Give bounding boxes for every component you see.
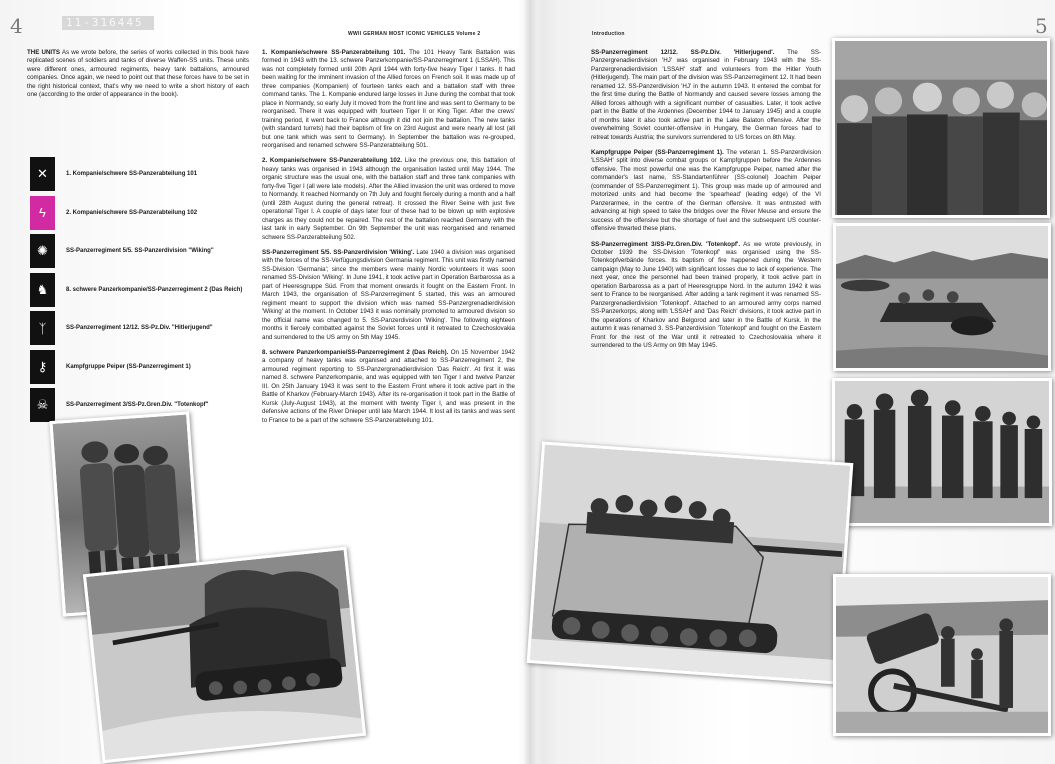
marching-soldiers-photo-icon — [832, 378, 1052, 526]
artillery-crew-photo-icon — [833, 574, 1051, 736]
unit-label: Kampfgruppe Peiper (SS-Panzerregiment 1) — [66, 363, 191, 370]
paragraph-heading: SS-Panzerregiment 5/5. SS-Panzerdivision 'Wiking'. — [262, 248, 415, 256]
paragraph-text: The SS-Panzergrenadierdivision 'HJ' was organised in February 1943 with the SS-Panzergrenadierdivision 'LSSAH' staff and volunteers from the Hitler Youth (Hitlerjugend). The main part of the division was SS-Panzerregiment 12. It had been renamed 12. SS-Panzerdivision 'HJ' in the autumn 1943. It entered the combat for the first time during the Battle of Normandy and caused severe losses among the Allied forces although with a significant number of casualties. Later, it took active part in the Battle of the Ardennes (December 1944 to January 1945) and a couple of months later it also took active part in the Lake Balaton offensive. After the overwhelming Soviet counter-offensive in Hungary, the German forces had to retreat towards Austria; the survivors surrendered to US forces on 8th May. — [591, 49, 822, 141]
paragraph-heading: SS-Panzerregiment 12/12. SS-Pz.Div. 'Hitlerjugend'. — [591, 49, 775, 56]
lightning-emblem-icon: ϟ — [30, 196, 55, 230]
stencil-marking: 11-316445 — [62, 16, 154, 30]
paragraph-text: On 15 November 1942 a company of heavy tanks was organised and attached to SS-Panzerregiment 2, the armoured regiment reporting to SS-Panzergrenadierdivision 'Das Reich'. At first it was named 8. schwere Panzerkompanie, and was equipped with ten Tiger I and twelve Panzer III. On 25th January 1943 it was sent to the Eastern Front where it took active part in the Battle of Kharkov (February-March 1943). After its re-organisation it took part in the Battle of Kursk (July-August 1943), at the moment with twenty Tiger I, and was present in the defensive actions of the River Dnieper until late March 1944. It lost all its tanks and was sent to France to be a part of the schwere SS-Panzerabteilung 101. — [262, 348, 515, 424]
unit-row — [30, 271, 248, 309]
unit-row — [30, 309, 248, 347]
paragraph-das-reich — [262, 349, 515, 425]
paragraph-text: The 101 Heavy Tank Battalion was formed in 1943 with the 13. schwere Panzerkompanie/SS-Panzerregiment 1 (LSSAH). This was not completely formed until 20th April 1944 with forty-five heavy Tiger I tanks. It had been waiting for the imminent invasion of the Allied forces on French soil. It was made up of three companies (Kompanien) of fourteen tanks each and a battalion staff with three command tanks. The 1. Kompanie endured large losses in June during the combat that took place in Normandy, so early July it moved from the front line and was sent to Germany to be reorganised. There it was equipped with fourteen Tiger II or King Tiger. After the crews' training period, it went back to France although it did not join the battalion. The new tanks (with standard turrets) had their baptism of fire on 23rd August and were nearly all lost (all but one tank which was sent to Germany). In September the battalion was re-grouped, reorganised and renamed schwere SS-Panzerabteilung 501. — [262, 49, 515, 149]
paragraph-peiper — [591, 149, 821, 234]
left-running-head: WWII GERMAN MOST ICONIC VEHICLES Volume 2 — [348, 31, 481, 37]
unit-row — [30, 194, 248, 232]
sun-wheel-emblem-icon: ✺ — [30, 234, 55, 268]
unit-label: 2. Kompanie/schwere SS-Panzerabteilung 102 — [66, 209, 198, 216]
soldiers-group-photo-icon — [832, 38, 1050, 218]
crossed-keys-emblem-icon: ✕ — [30, 157, 55, 191]
horse-emblem-icon: ♞ — [30, 273, 55, 307]
paragraph-heading: Kampfgruppe Peiper (SS-Panzerregiment 1). — [591, 148, 724, 156]
unit-label: SS-Panzerregiment 12/12. SS-Pz.Div. "Hitlerjugend" — [66, 325, 213, 331]
camouflaged-tank-photo-icon — [83, 547, 366, 764]
paragraph-text: The veteran 1. SS-Panzerdivision 'LSSAH' split into diverse combat groups or Kampfgruppen before the Ardennes offensive. The most powerful one was the Kampfgruppe Peiper, named after the commander's last name, SS-Standartenführer (SS-colonel) Joachim Peiper (commander of SS-Panzerregiment 1). This group was made up of armoured and motorized units and had become the 'spearhead' (leading edge) of the VI Panzerarmee, in the centre of the German offensive. It was entrusted with advancing at high speed to take the bridges over the River Meuse and ensure the success of the offensive but the shortage of fuel and the subsequent US counter-offensive thwarted these plans. — [591, 148, 821, 233]
paragraph-heading: 2. Kompanie/schwere SS-Panzerabteilung 102. — [262, 157, 403, 165]
units-list — [30, 155, 248, 425]
right-page-number: 5 — [1035, 14, 1048, 38]
river-crossing-photo-icon — [833, 223, 1051, 371]
unit-row — [30, 232, 248, 270]
unit-label: SS-Panzerregiment 5/5. SS-Panzerdivision "Wiking" — [66, 248, 214, 254]
unit-label: 1. Kompanie/schwere SS-Panzerabteilung 101 — [66, 171, 198, 177]
right-running-head: Introduction — [592, 31, 625, 37]
unit-label: SS-Panzerregiment 3/SS-Pz.Gren.Div. "Totenkopf" — [66, 402, 209, 408]
paragraph-text: Late 1940 a division was organised with the forces of the SS-Verfügungsdivision Germania regiment. This unit was firstly named SS-Division 'Germania'; since the members were mainly Nordic volunteers it was soon renamed SS-Division 'Wiking'. In June 1941, it took active part in Operation Barbarossa as a part of Heeresgruppe Süd. From that moment onwards it fought on the Eastern Front. In March 1943, the organisation of SS-Panzerregiment 5 started, this was an armoured regiment meant to support the division which was named SS-Panzergrenadierdivision 'Wiking' at the moment. In October 1943 it was nominally promoted to armoured division so the official name was changed to 5. SS-Panzerdivision 'Wiking'. The following eighteen months it fiercely combatted against the Soviet forces until it retreated to Czechoslovakia and surrendered to the US army on 5th May 1945. — [262, 248, 515, 341]
paragraph-hitlerjugend — [591, 49, 821, 142]
paragraph-text: As we wrote previously, in October 1939 the SS-Division 'Totenkopf' was organised using the SS-Totenkopfverbände forces. Its baptism of fire happened during the Western campaign (May to June 1940) with significant losses due to lack of experience. The next year, once the personnel had been trained properly, it took active part in operation Barbarossa as a part of Heeresgruppe Nord. In the autumn 1942 it was sent to France to be reorganised. After adding a tank regiment it was renamed SS-Panzergrenadierdivision 'Totenkopf'. Attached to an armoured army corps named SS-Panzerkorps, along with 'LSSAH' and 'Das Reich' divisions, it took active part in the operations of Kharkov and Belgorod and later in the Battle of Kursk. In the autumn it was renamed 3. SS-Panzerdivision 'Totenkopf' and fought on the Eastern Front for the rest of the War until it retreated to Czechoslovakia where it surrendered to the US Army on 9th May 1945. — [591, 240, 821, 349]
intro-paragraph — [27, 49, 249, 107]
left-text-column — [262, 49, 515, 432]
paragraph-101 — [262, 49, 515, 150]
left-page-number: 4 — [10, 14, 23, 38]
intro-heading: THE UNITS — [27, 49, 61, 56]
key-rune-emblem-icon: ᛉ — [30, 311, 55, 345]
paragraph-heading: 8. schwere Panzerkompanie/SS-Panzerregiment 2 (Das Reich). — [262, 348, 449, 356]
intro-text: As we wrote before, the series of works collected in this book have replicated scenes of soldiers and tanks of diverse Waffen-SS units. These units were different ones, armoured regiments, heavy tank battalions, armoured companies. Once again, we need to point out that these forces have to be set in the right historical context, that's why we need to write a short history of each one (according to the order of appearance in the book). — [27, 49, 249, 99]
paragraph-totenkopf — [591, 241, 821, 351]
paragraph-heading: SS-Panzerregiment 3/SS-Pz.Gren.Div. 'Totenkopf'. — [591, 240, 741, 248]
paragraph-heading: 1. Kompanie/schwere SS-Panzerabteilung 101. — [262, 49, 406, 56]
paragraph-wiking — [262, 249, 515, 342]
unit-label: 8. schwere Panzerkompanie/SS-Panzerregiment 2 (Das Reich) — [66, 286, 243, 293]
unit-row — [30, 155, 248, 193]
key-emblem-icon: ⚷ — [30, 350, 55, 384]
right-text-column — [591, 49, 821, 357]
unit-row — [30, 348, 248, 386]
skull-emblem-icon: ☠ — [30, 388, 55, 422]
paragraph-text: Like the previous one, this battalion of heavy tanks was organised in 1943 although the organisation lasted until May 1944. The organic structure was the usual one, with the battalion staff and three tank companies with forty-five Tiger I (all were late models). After the Allied invasion the unit was ordered to move to Normandy. It reached Normandy on 7th July and fought fiercely during a month and a half (until 28th August during the general retreat). It crossed the River Seine with just five operational Tiger I. A couple of days later four of these had to be blown up with explosive charges as they could not be repaired. The rest of the battalion reached Germany with the last tank in early September. On 9th September the unit was reorganised and renamed schwere SS-Panzerabteilung 502. — [262, 157, 515, 241]
paragraph-102 — [262, 157, 515, 242]
assault-gun-with-infantry-photo-icon — [527, 441, 854, 684]
